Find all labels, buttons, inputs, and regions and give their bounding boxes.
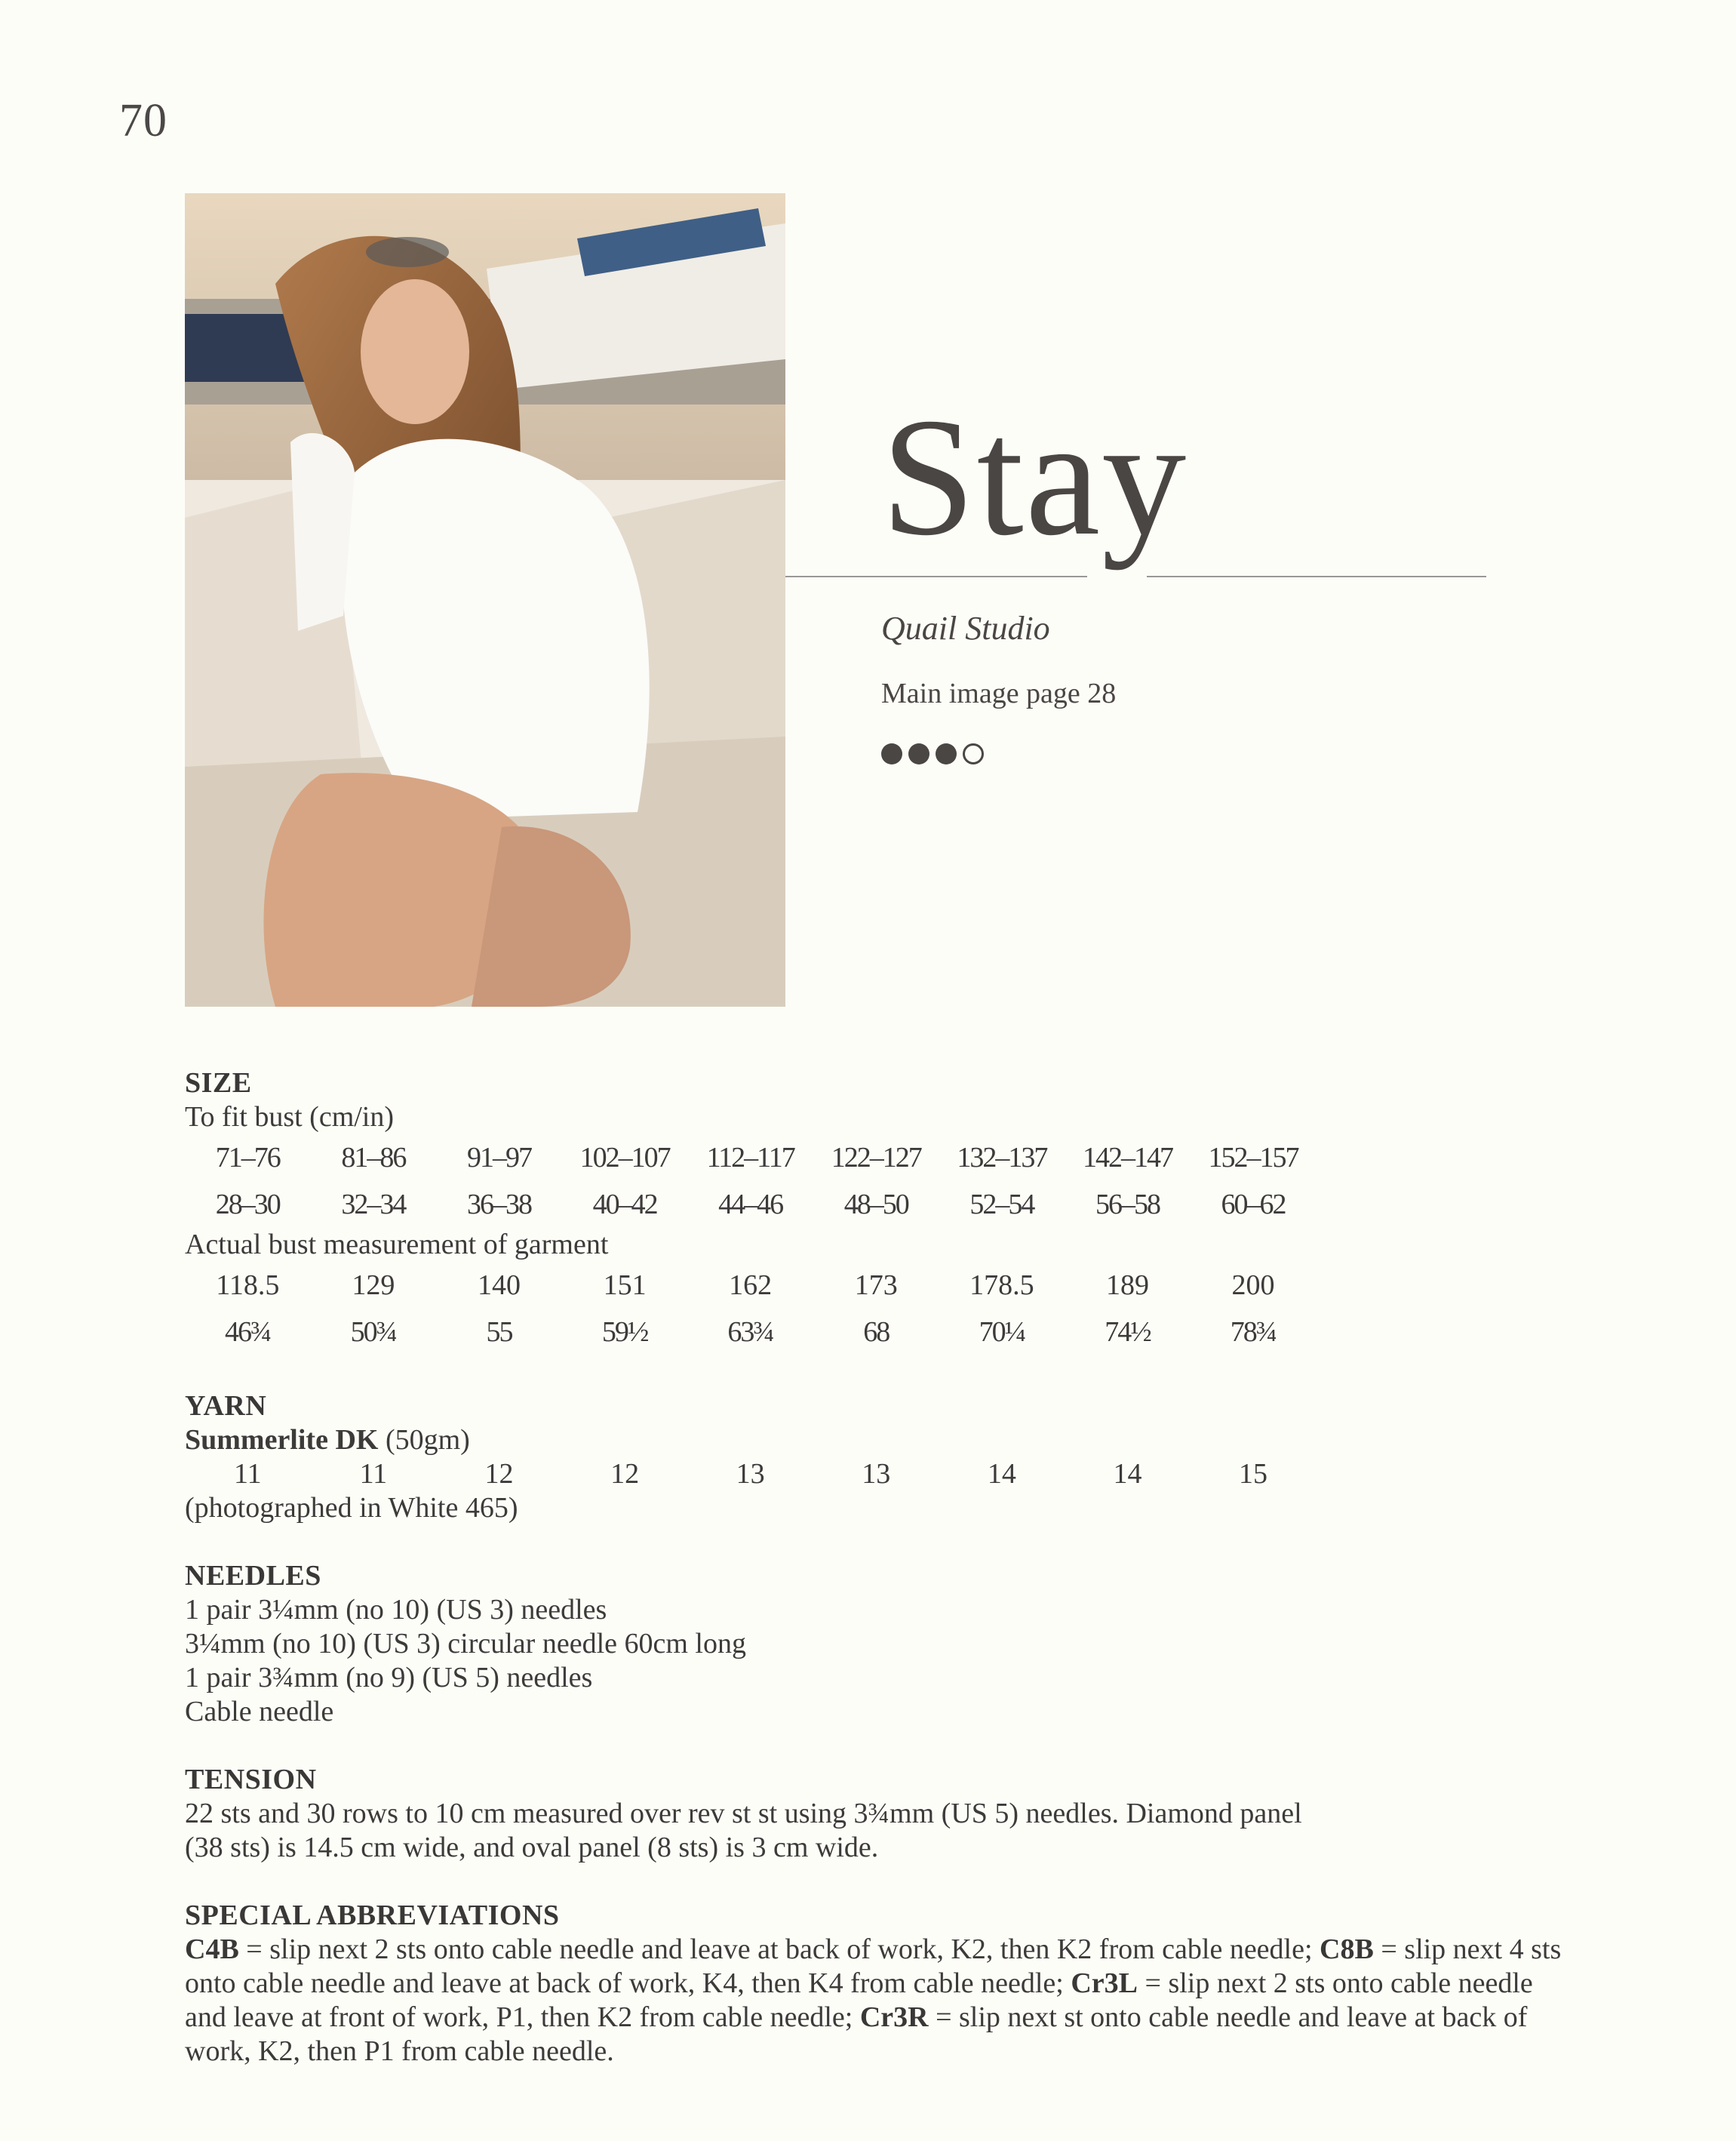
fit-bust-label: To fit bust (cm/in) — [185, 1101, 395, 1133]
size-cell: 59½ — [601, 1315, 648, 1348]
size-cell: 112–117 — [706, 1141, 794, 1174]
fit-bust-in-row — [185, 1181, 1565, 1228]
yarn-quantity-cell: 12 — [610, 1458, 640, 1490]
size-cell: 178.5 — [969, 1269, 1034, 1301]
page-number: 70 — [119, 95, 167, 146]
size-cell: 122–127 — [831, 1141, 921, 1174]
size-cell: 118.5 — [216, 1269, 280, 1301]
yarn-quantity-cell: 13 — [736, 1458, 765, 1490]
difficulty-rating — [881, 743, 984, 764]
yarn-quantity-row — [185, 1457, 1565, 1491]
needles-line: 1 pair 3¾mm (no 9) (US 5) needles — [185, 1662, 593, 1693]
size-cell: 70¼ — [979, 1315, 1025, 1348]
size-cell: 81–86 — [341, 1141, 406, 1174]
tension-line: 22 sts and 30 rows to 10 cm measured over rev st st using 3¾mm (US 5) needles. Diamond panel — [185, 1798, 1302, 1829]
actual-bust-cm-row — [185, 1262, 1565, 1309]
size-cell: 151 — [603, 1269, 647, 1301]
size-cell: 152–157 — [1208, 1141, 1298, 1174]
difficulty-dot-filled-icon — [908, 743, 929, 764]
abbreviations-text — [185, 1933, 1565, 2069]
size-cell: 132–137 — [957, 1141, 1047, 1174]
abbreviation-definition: = slip next 2 sts onto cable needle and leave at front of work, P1, then K2 from cable needle; — [185, 1967, 1533, 2033]
yarn-quantity-cell: 12 — [484, 1458, 514, 1490]
size-cell: 140 — [477, 1269, 521, 1301]
size-cell: 52–54 — [969, 1188, 1034, 1220]
yarn-quantity-cell: 15 — [1239, 1458, 1268, 1490]
abbreviations-heading: SPECIAL ABBREVIATIONS — [185, 1900, 560, 1931]
size-cell: 74½ — [1105, 1315, 1151, 1348]
size-cell: 46¾ — [225, 1315, 271, 1348]
size-cell: 50¾ — [350, 1315, 397, 1348]
size-cell: 78¾ — [1230, 1315, 1277, 1348]
size-cell: 40–42 — [592, 1188, 657, 1220]
size-cell: 36–38 — [466, 1188, 531, 1220]
tension-heading: TENSION — [185, 1764, 317, 1795]
yarn-quantity-cell: 13 — [862, 1458, 891, 1490]
tension-line: (38 sts) is 14.5 cm wide, and oval panel (8 sts) is 3 cm wide. — [185, 1832, 879, 1863]
size-cell: 63¾ — [727, 1315, 773, 1348]
size-cell: 55 — [486, 1315, 512, 1348]
size-cell: 32–34 — [341, 1188, 406, 1220]
abbreviation-definition: = slip next st onto cable needle and leave at back of work, K2, then P1 from cable needle. — [185, 2001, 1528, 2067]
abbreviation-term: C8B — [1320, 1933, 1374, 1965]
yarn-quantity-cell: 11 — [359, 1458, 388, 1490]
size-cell: 44–46 — [718, 1188, 783, 1220]
title-rule-right — [1147, 576, 1486, 577]
designer-name: Quail Studio — [881, 610, 1050, 647]
needles-line: Cable needle — [185, 1696, 334, 1727]
size-cell: 91–97 — [466, 1141, 531, 1174]
size-cell: 48–50 — [843, 1188, 908, 1220]
yarn-quantity-cell: 11 — [234, 1458, 262, 1490]
size-cell: 28–30 — [215, 1188, 280, 1220]
actual-bust-in-row — [185, 1309, 1565, 1355]
yarn-quantity-cell: 14 — [987, 1458, 1016, 1490]
pattern-title: Stay — [881, 383, 1188, 571]
size-cell: 142–147 — [1082, 1141, 1172, 1174]
needles-heading: NEEDLES — [185, 1560, 321, 1592]
size-cell: 200 — [1231, 1269, 1275, 1301]
pattern-photo — [185, 193, 785, 1007]
needles-line: 3¼mm (no 10) (US 3) circular needle 60cm long — [185, 1628, 746, 1660]
size-cell: 173 — [854, 1269, 898, 1301]
abbreviation-definition: = slip next 4 sts onto cable needle and leave at back of work, K4, then K4 from cable needle; — [185, 1933, 1562, 1999]
abbreviation-term: C4B — [185, 1933, 239, 1965]
actual-bust-label: Actual bust measurement of garment — [185, 1229, 609, 1260]
pattern-details — [185, 1066, 1565, 2069]
yarn-name-line — [185, 1423, 1565, 1457]
size-cell: 102–107 — [579, 1141, 670, 1174]
size-cell: 189 — [1105, 1269, 1149, 1301]
abbreviation-term: Cr3R — [859, 2001, 929, 2033]
difficulty-dot-filled-icon — [936, 743, 957, 764]
difficulty-dot-filled-icon — [881, 743, 902, 764]
size-cell: 56–58 — [1095, 1188, 1160, 1220]
size-cell: 162 — [729, 1269, 773, 1301]
title-rule-left — [785, 576, 1087, 577]
size-cell: 68 — [863, 1315, 890, 1348]
yarn-heading: YARN — [185, 1390, 267, 1422]
yarn-name: Summerlite DK — [185, 1424, 379, 1456]
main-image-reference: Main image page 28 — [881, 678, 1117, 709]
difficulty-dot-empty-icon — [963, 743, 984, 764]
fit-bust-cm-row — [185, 1134, 1565, 1181]
abbreviation-term: Cr3L — [1071, 1967, 1138, 1999]
yarn-weight: (50gm) — [378, 1424, 470, 1456]
photo-icon — [185, 193, 785, 1007]
size-cell: 71–76 — [215, 1141, 280, 1174]
yarn-colour-note: (photographed in White 465) — [185, 1492, 518, 1524]
yarn-quantity-cell: 14 — [1113, 1458, 1142, 1490]
size-heading: SIZE — [185, 1067, 252, 1099]
size-cell: 60–62 — [1221, 1188, 1286, 1220]
size-cell: 129 — [352, 1269, 395, 1301]
needles-line: 1 pair 3¼mm (no 10) (US 3) needles — [185, 1594, 607, 1626]
abbreviation-definition: = slip next 2 sts onto cable needle and leave at back of work, K2, then K2 from cable needle; — [238, 1933, 1320, 1965]
